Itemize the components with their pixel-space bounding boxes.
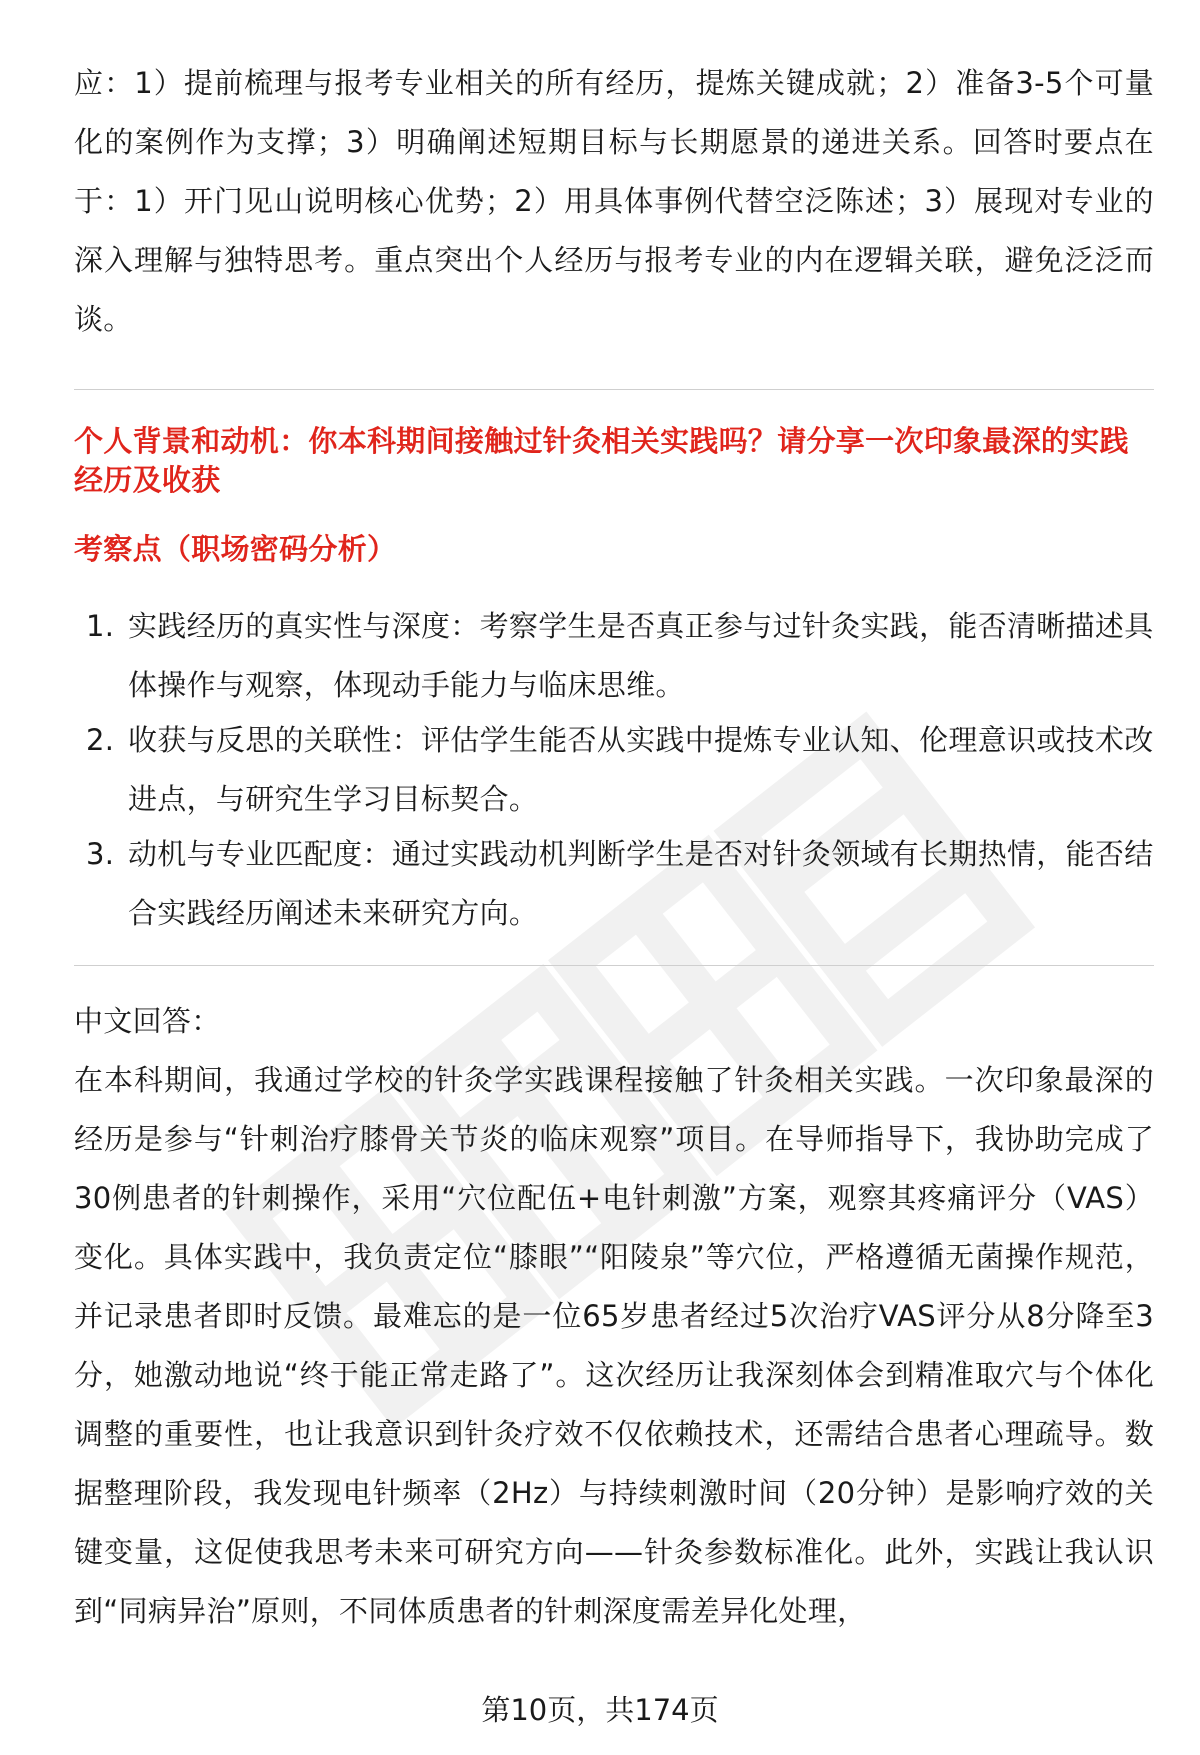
assessment-heading: 考察点（职场密码分析） [74,532,397,566]
answer-label: 中文回答： [74,1004,221,1038]
list-item-text: 实践经历的真实性与深度：考察学生是否真正参与过针灸实践，能否清晰描述具体操作与观察，体现动手能力与临床思维。 [128,609,1154,702]
assessment-point [74,597,1154,715]
intro-paragraph: 应：1）提前梳理与报考专业相关的所有经历，提炼关键成就；2）准备3-5个可量化的案例作为支撑；3）明确阐述短期目标与长期愿景的递进关系。回答时要点在于：1）开门见山说明核心优势；2）用具体事例代替空泛陈述；3）展现对专业的深入理解与独特思考。重点突出个人经历与报考专业的内在逻辑关联，避免泛泛而谈。 [74,66,1154,336]
assessment-point [74,711,1154,829]
assessment-point [74,825,1154,943]
list-number: 2. [86,723,115,757]
answer-body: 在本科期间，我通过学校的针灸学实践课程接触了针灸相关实践。一次印象最深的经历是参与“针刺治疗膝骨关节炎的临床观察”项目。在导师指导下，我协助完成了30例患者的针刺操作，采用“穴位配伍+电针刺激”方案，观察其疼痛评分（VAS）变化。具体实践中，我负责定位“膝眼”“阳陵泉”等穴位，严格遵循无菌操作规范，并记录患者即时反馈。最难忘的是一位65岁患者经过5次治疗VAS评分从8分降至3分，她激动地说“终于能正常走路了”。这次经历让我深刻体会到精准取穴与个体化调整的重要性，也让我意识到针灸疗效不仅依赖技术，还需结合患者心理疏导。数据整理阶段，我发现电针频率（2Hz）与持续刺激时间（20分钟）是影响疗效的关键变量，这促使我思考未来可研究方向——针灸参数标准化。此外，实践让我认识到“同病异治”原则，不同体质患者的针刺深度需差异化处理， [74,1063,1154,1628]
assessment-points-list [74,597,1154,943]
question-title: 个人背景和动机：你本科期间接触过针灸相关实践吗？请分享一次印象最深的实践经历及收获 [74,424,1129,497]
list-item-text: 收获与反思的关联性：评估学生能否从实践中提炼专业认知、伦理意识或技术改进点，与研究生学习目标契合。 [128,723,1154,816]
list-item-text: 动机与专业匹配度：通过实践动机判断学生是否对针灸领域有长期热情，能否结合实践经历阐述未来研究方向。 [128,837,1154,930]
list-number: 1. [86,609,115,643]
page-number: 第10页，共174页 [481,1693,719,1727]
content-area [74,54,1154,1641]
list-number: 3. [86,837,115,871]
